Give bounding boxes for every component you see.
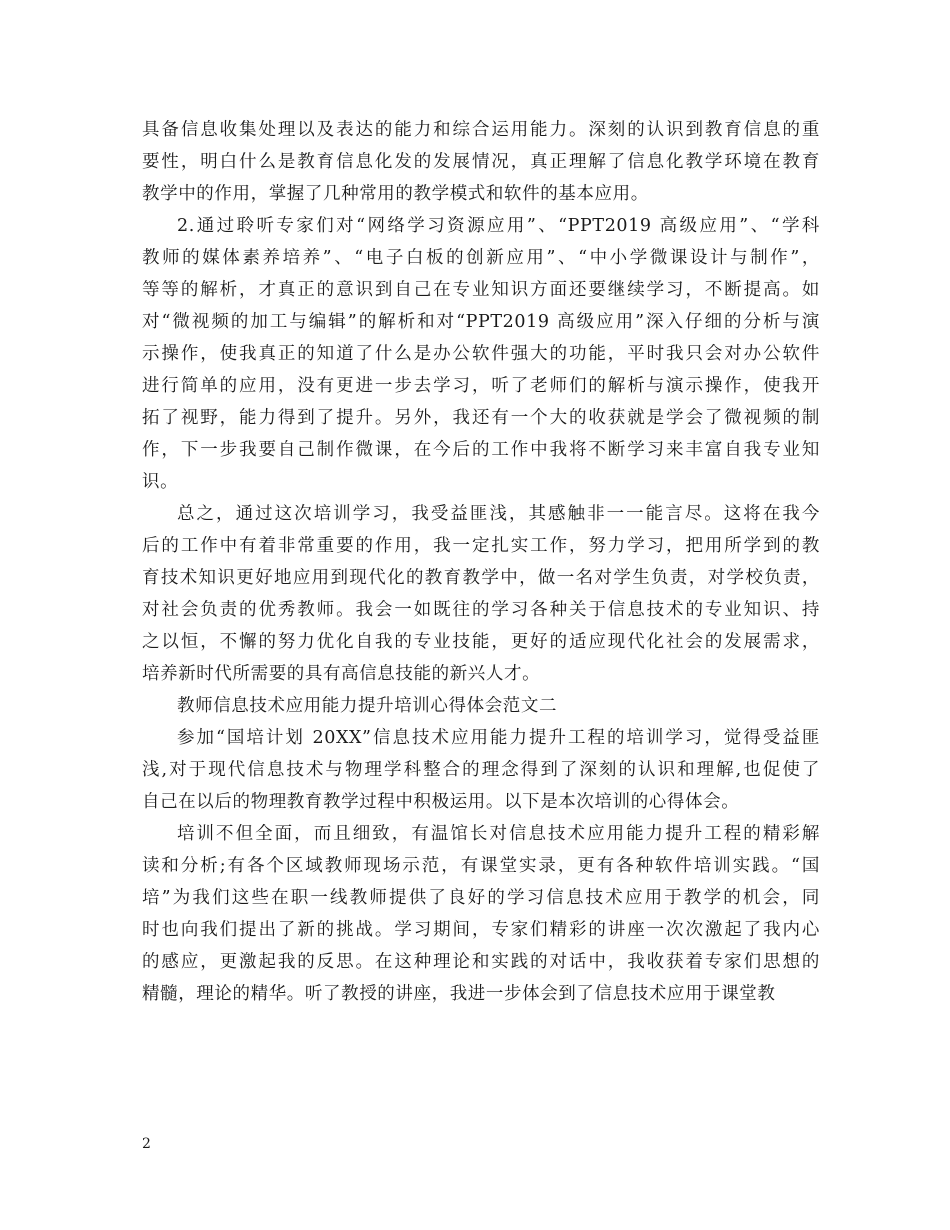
- paragraph-line: 精髓，理论的精华。听了教授的讲座，我进一步体会到了信息技术应用于课堂教: [142, 984, 776, 1004]
- paragraph-line: 浅,对于现代信息技术与物理学科整合的理念得到了深刻的认识和理解,也促使了: [142, 760, 820, 780]
- paragraph-line: 教师的媒体素养培养”、“电子白板的创新应用”、“中小学微课设计与制作”，: [142, 248, 820, 268]
- paragraph: [142, 818, 820, 1010]
- paragraph-line: 育技术知识更好地应用到现代化的教育教学中，做一名对学生负责，对学校负责，: [142, 568, 820, 588]
- paragraph: [142, 498, 820, 690]
- section-heading: [142, 690, 820, 722]
- paragraph-line: 示操作，使我真正的知道了什么是办公软件强大的功能，平时我只会对办公软件: [142, 344, 820, 364]
- paragraph-line: 时也向我们提出了新的挑战。学习期间，专家们精彩的讲座一次次激起了我内心: [142, 920, 820, 940]
- paragraph-line: 读和分析;有各个区域教师现场示范，有课堂实录，更有各种软件培训实践。“国: [142, 856, 820, 876]
- page-number: 2: [142, 1136, 151, 1152]
- heading-text: 教师信息技术应用能力提升培训心得体会范文二: [177, 696, 558, 716]
- paragraph-line: 对社会负责的优秀教师。我会一如既往的学习各种关于信息技术的专业知识、持: [142, 600, 820, 620]
- paragraph: [142, 722, 820, 818]
- paragraph-line: 培”为我们这些在职一线教师提供了良好的学习信息技术应用于教学的机会，同: [142, 888, 820, 908]
- paragraph-line: 对“微视频的加工与编辑”的解析和对“PPT2019 高级应用”深入仔细的分析与演: [142, 312, 820, 332]
- paragraph-line: 之以恒，不懈的努力优化自我的专业技能，更好的适应现代化社会的发展需求，: [142, 632, 820, 652]
- document-body: [142, 114, 820, 1010]
- paragraph-line: 作，下一步我要自己制作微课，在今后的工作中我将不断学习来丰富自我专业知: [142, 440, 820, 460]
- paragraph-line: 培养新时代所需要的具有高信息技能的新兴人才。: [142, 664, 541, 684]
- paragraph-line: 后的工作中有着非常重要的作用，我一定扎实工作，努力学习，把用所学到的教: [142, 536, 820, 556]
- paragraph: [142, 210, 820, 498]
- paragraph-line: 的感应，更激起我的反思。在这种理论和实践的对话中，我收获着专家们思想的: [142, 952, 820, 972]
- paragraph-line: 要性，明白什么是教育信息化发的发展情况，真正理解了信息化教学环境在教育: [142, 152, 820, 172]
- paragraph-line: 拓了视野，能力得到了提升。另外，我还有一个大的收获就是学会了微视频的制: [142, 408, 820, 428]
- paragraph-line: 进行简单的应用，没有更进一步去学习，听了老师们的解析与演示操作，使我开: [142, 376, 820, 396]
- paragraph-line: 等等的解析，才真正的意识到自己在专业知识方面还要继续学习，不断提高。如: [142, 280, 820, 300]
- paragraph-line: 自己在以后的物理教育教学过程中积极运用。以下是本次培训的心得体会。: [142, 792, 740, 812]
- paragraph-line: 具备信息收集处理以及表达的能力和综合运用能力。深刻的认识到教育信息的重: [142, 120, 820, 140]
- paragraph-line: 培训不但全面，而且细致，有温馆长对信息技术应用能力提升工程的精彩解: [177, 824, 820, 844]
- paragraph-line: 2.通过聆听专家们对“网络学习资源应用”、“PPT2019 高级应用”、“学科: [177, 216, 820, 236]
- paragraph-line: 参加“国培计划 20XX”信息技术应用能力提升工程的培训学习，觉得受益匪: [177, 728, 820, 748]
- paragraph-line: 总之，通过这次培训学习，我受益匪浅，其感触非一一能言尽。这将在我今: [177, 504, 820, 524]
- paragraph-line: 教学中的作用，掌握了几种常用的教学模式和软件的基本应用。: [142, 184, 649, 204]
- paragraph-line: 识。: [142, 472, 179, 492]
- paragraph: [142, 114, 820, 210]
